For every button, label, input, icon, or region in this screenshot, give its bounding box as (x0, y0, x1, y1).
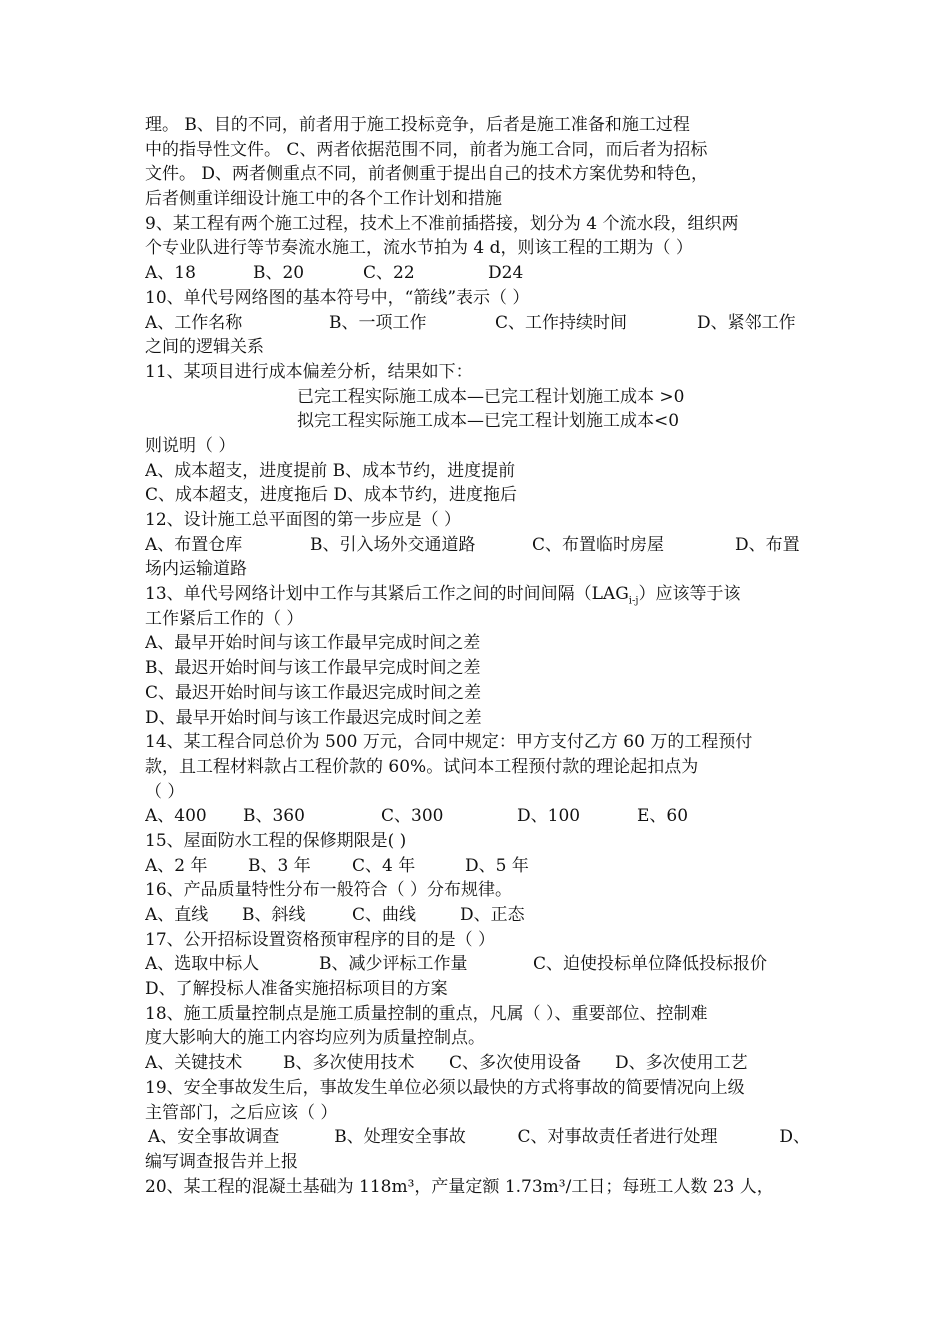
q19-option-c: C、对事故责任者进行处理 (517, 1127, 718, 1148)
q12-stem: 12、设计施工总平面图的第一步应是（ ） (145, 510, 462, 530)
q18-options (145, 1051, 810, 1076)
q19-option-b: B、处理安全事故 (334, 1127, 466, 1148)
q12-tail: 场内运输道路 (145, 559, 247, 580)
q13-stem-subscript: i-j (628, 595, 639, 607)
q18-stem-line-1: 18、施工质量控制点是施工质量控制的重点，凡属（ ）、重要部位、控制难 (145, 1003, 708, 1024)
q14-stem-line-3: （ ） (145, 781, 185, 802)
q13-stem (145, 582, 810, 607)
q8-line-1: 理。 B、目的不同，前者用于施工投标竞争，后者是施工准备和施工过程 (145, 115, 690, 135)
q8-line-2: 中的指导性文件。 C、两者依据范围不同，前者为施工合同，而后者为招标 (145, 139, 708, 160)
q14-option-d: D、100 (517, 806, 581, 827)
document-body (145, 113, 810, 1199)
q13-stem-pre: 13、单代号网络计划中工作与其紧后工作之间的时间间隔（LAG (145, 584, 629, 605)
q11-formula-1: 已完工程实际施工成本—已完工程计划施工成本 >0 (297, 386, 685, 407)
q15-option-c: C、4 年 (352, 855, 416, 876)
q12-option-b: B、引入场外交通道路 (310, 534, 476, 555)
q14-option-c: C、300 (381, 806, 444, 827)
q13-stem-post: ）应该等于该 (638, 584, 741, 605)
q16-option-d: D、正态 (460, 905, 525, 925)
q9-options (145, 261, 810, 286)
q16-options (145, 903, 810, 928)
q9-option-d: D24 (488, 263, 524, 284)
q9-option-b: B、20 (253, 263, 305, 284)
q15-option-b: B、3 年 (248, 855, 311, 876)
q10-option-a: A、工作名称 (145, 312, 243, 333)
q14-option-b: B、360 (243, 806, 305, 827)
q17-stem: 17、公开招标设置资格预审程序的目的是（ ） (145, 929, 496, 950)
q9-stem-line-1: 9、某工程有两个施工过程，技术上不准前插搭接，划分为 4 个流水段，组织两 (145, 213, 739, 234)
q11-stem-2: 则说明（ ） (145, 435, 236, 456)
q20-stem: 20、某工程的混凝土基础为 118m³，产量定额 1.73m³/工日；每班工人数 23 人， (145, 1176, 774, 1197)
q18-option-c: C、多次使用设备 (449, 1053, 582, 1074)
q9-option-a: A、18 (145, 263, 196, 284)
q11-options-row-2: C、成本超支，进度拖后 D、成本节约，进度拖后 (145, 485, 518, 506)
q18-option-b: B、多次使用技术 (283, 1053, 415, 1074)
q17-options (145, 952, 810, 977)
q11-options-row-1: A、成本超支，进度提前 B、成本节约，进度提前 (145, 460, 516, 481)
q15-options (145, 854, 810, 879)
q17-option-b: B、减少评标工作量 (319, 954, 468, 975)
q19-tail: 编写调查报告并上报 (145, 1151, 298, 1172)
q18-stem-line-2: 度大影响大的施工内容均应列为质量控制点。 (145, 1028, 485, 1049)
q12-option-d: D、布置 (735, 534, 800, 555)
q14-option-a: A、400 (145, 806, 207, 827)
q19-option-d: D、 (779, 1127, 810, 1148)
q14-option-e: E、60 (637, 806, 689, 827)
q10-option-d: D、紧邻工作 (697, 312, 796, 333)
q10-stem: 10、单代号网络图的基本符号中，“箭线”表示（ ） (145, 287, 530, 308)
q8-line-3: 文件。 D、两者侧重点不同，前者侧重于提出自己的技术方案优势和特色， (145, 164, 709, 185)
q16-stem: 16、产品质量特性分布一般符合（ ）分布规律。 (145, 880, 513, 901)
q10-option-c: C、工作持续时间 (495, 312, 628, 333)
q10-option-b: B、一项工作 (329, 312, 427, 333)
q19-options (145, 1125, 810, 1150)
q16-option-c: C、曲线 (352, 905, 417, 925)
q18-option-a: A、关键技术 (145, 1053, 243, 1074)
q16-option-b: B、斜线 (242, 905, 306, 925)
q15-stem: 15、屋面防水工程的保修期限是( ) (145, 830, 407, 851)
q9-stem-line-2: 个专业队进行等节奏流水施工，流水节拍为 4 d，则该工程的工期为（ ） (145, 238, 693, 259)
q13-option-d: D、最早开始时间与该工作最迟完成时间之差 (145, 707, 482, 728)
q15-option-a: A、2 年 (145, 855, 208, 876)
q13-option-a: A、最早开始时间与该工作最早完成时间之差 (145, 633, 481, 654)
q13-stem-2: 工作紧后工作的（ ） (145, 608, 304, 629)
q14-options (145, 804, 810, 829)
q9-option-c: C、22 (363, 263, 415, 284)
q12-option-c: C、布置临时房屋 (532, 534, 665, 555)
q18-option-d: D、多次使用工艺 (615, 1053, 748, 1074)
q19-option-a: A、安全事故调查 (148, 1127, 280, 1148)
q13-option-b: B、最迟开始时间与该工作最早完成时间之差 (145, 658, 481, 679)
q17-option-c: C、迫使投标单位降低投标报价 (533, 954, 768, 975)
q14-stem-line-1: 14、某工程合同总价为 500 万元，合同中规定：甲方支付乙方 60 万的工程预付 (145, 732, 753, 753)
q15-option-d: D、5 年 (465, 855, 529, 876)
q16-option-a: A、直线 (145, 905, 209, 925)
q11-stem: 11、某项目进行成本偏差分析，结果如下： (145, 361, 473, 382)
q17-option-a: A、选取中标人 (145, 954, 260, 975)
q10-tail: 之间的逻辑关系 (145, 337, 264, 358)
q11-formula-2: 拟完工程实际施工成本—已完工程计划施工成本<0 (297, 411, 680, 432)
q17-tail: D、了解投标人准备实施招标项目的方案 (145, 979, 448, 1000)
q19-stem-line-1: 19、安全事故发生后，事故发生单位必须以最快的方式将事故的简要情况向上级 (145, 1077, 745, 1098)
q12-options (145, 533, 810, 558)
q10-options (145, 311, 810, 336)
q8-line-4: 后者侧重详细设计施工中的各个工作计划和措施 (145, 189, 502, 210)
q19-stem-line-2: 主管部门，之后应该（ ） (145, 1102, 338, 1123)
q13-option-c: C、最迟开始时间与该工作最迟完成时间之差 (145, 682, 482, 703)
q12-option-a: A、布置仓库 (145, 534, 243, 555)
q14-stem-line-2: 款，且工程材料款占工程价款的 60%。试问本工程预付款的理论起扣点为 (145, 756, 699, 777)
